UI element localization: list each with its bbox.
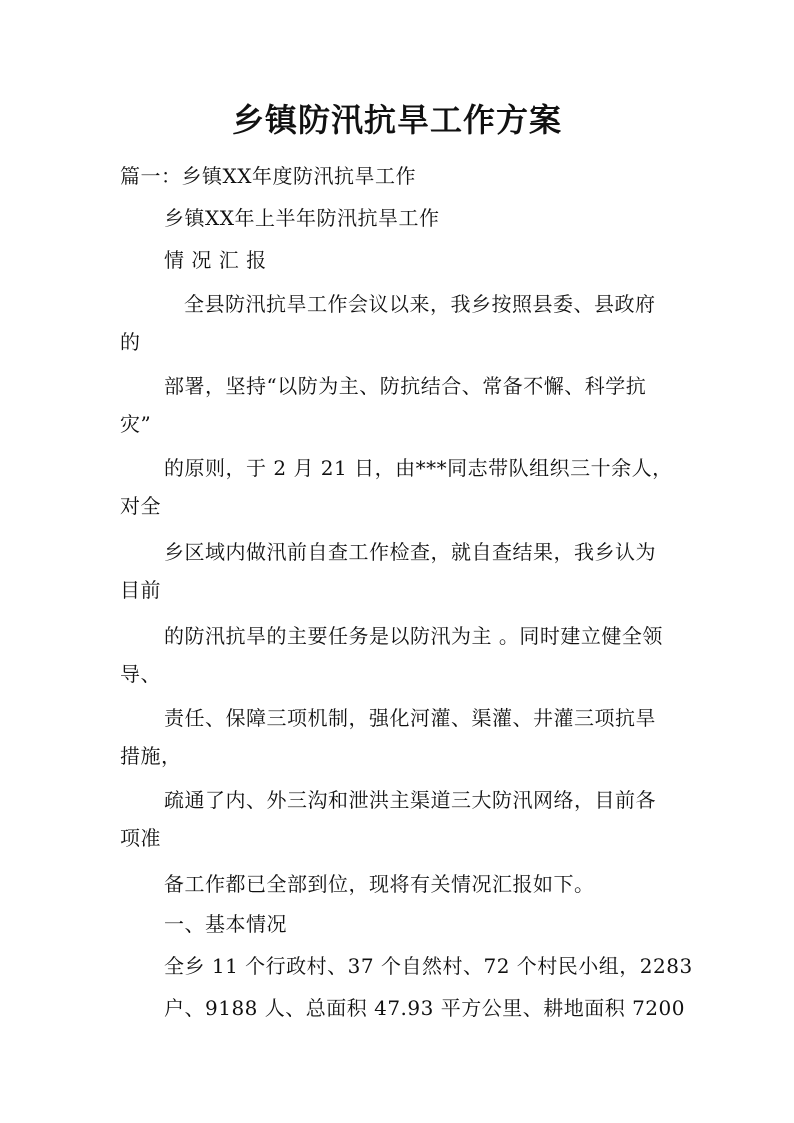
paragraph-line: 对全 (120, 494, 161, 518)
section-heading: 篇一：乡镇XX年度防汛抗旱工作 (120, 164, 416, 188)
paragraph-line: 项准 (120, 826, 161, 850)
paragraph-line: 的原则，于 2 月 21 日，由***同志带队组织三十余人， (164, 456, 673, 480)
paragraph-line: 全县防汛抗旱工作会议以来，我乡按照县委、县政府 (184, 292, 656, 316)
paragraph-line: 备工作都已全部到位，现将有关情况汇报如下。 (164, 872, 595, 896)
report-label: 情 况 汇 报 (164, 248, 267, 272)
paragraph-line: 灾” (120, 412, 152, 436)
paragraph-line: 措施， (120, 744, 182, 768)
paragraph-line: 的防汛抗旱的主要任务是以防汛为主 。同时建立健全领 (164, 624, 663, 648)
paragraph-line: 全乡 11 个行政村、37 个自然村、72 个村民小组，2283 (164, 954, 693, 978)
paragraph-line: 目前 (120, 578, 161, 602)
paragraph-line: 部署，坚持“以防为主、防抗结合、常备不懈、科学抗 (164, 374, 647, 398)
subtitle-line: 乡镇XX年上半年防汛抗旱工作 (164, 206, 440, 230)
paragraph-line: 乡区域内做汛前自查工作检查，就自查结果，我乡认为 (164, 540, 656, 564)
section-heading: 一、基本情况 (164, 912, 287, 936)
paragraph-line: 疏通了内、外三沟和泄洪主渠道三大防汛网络，目前各 (164, 788, 656, 812)
paragraph-line: 导、 (120, 662, 161, 686)
paragraph-line: 责任、保障三项机制，强化河灌、渠灌、井灌三项抗旱 (164, 706, 656, 730)
paragraph-line: 的 (120, 330, 141, 354)
document-title: 乡镇防汛抗旱工作方案 (231, 101, 562, 139)
paragraph-line: 户、9188 人、总面积 47.93 平方公里、耕地面积 7200 (164, 996, 685, 1020)
